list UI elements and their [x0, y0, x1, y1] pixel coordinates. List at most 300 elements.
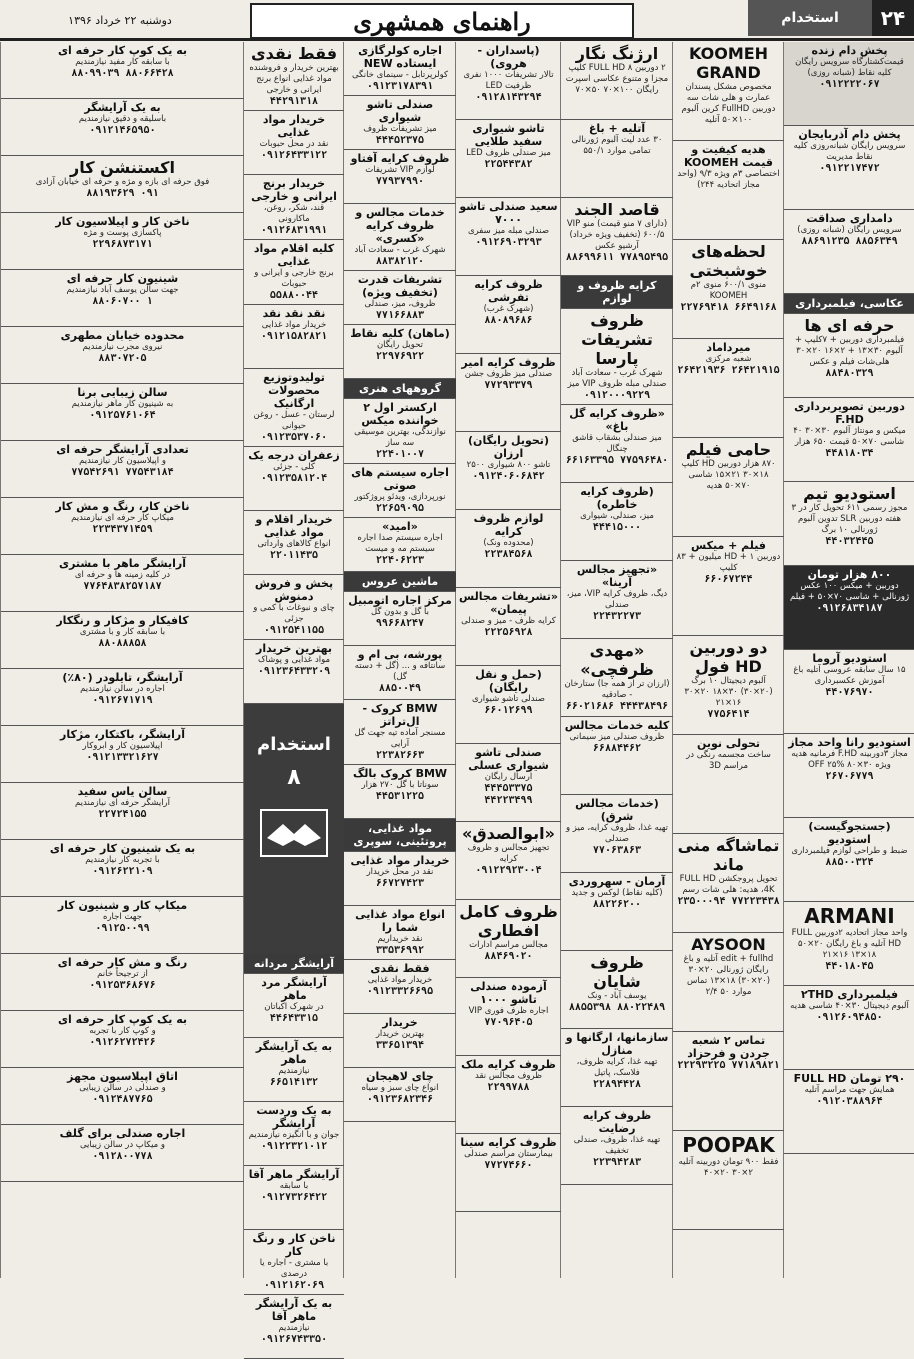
ad-title: (تحویل رایگان) ارزان: [468, 434, 549, 460]
ad-phone: ۲۲۴۰۱۰۰۷: [375, 449, 425, 460]
ad-body: واحد مجاز اتحادیه ۲دوربین FULL HD آتلیه و باغ رایگان ۲۰×۵۰ ۱۸×۱۳ ۱۶×۲۱: [791, 928, 908, 960]
ad-phone: ۴۴۰۷۶۹۷۰: [825, 687, 874, 698]
classified-ad: [561, 198, 673, 276]
classified-ad: [784, 1070, 914, 1154]
ad-phone: ۲۳۵۰۰۰۹۴ ۷۷۲۲۳۴۳۸: [677, 896, 780, 907]
ad-title: سازمانها، ارگانها و منازل: [565, 1031, 669, 1057]
ad-title: لوازم ظروف کرایه: [473, 512, 544, 538]
classified-ad: [1, 726, 244, 783]
ad-phone: ۴۴۸۱۸۰۳۴: [825, 448, 874, 459]
ad-title: «ابوالصدق»: [462, 824, 555, 843]
ad-title: استودیو تیم: [803, 484, 896, 503]
classified-ad: [344, 1068, 456, 1122]
ad-phone: ۰۹۱۲۲۲۲۰۶۷: [819, 79, 880, 90]
ad-title: صندلی تاشو شیواری عسلی: [468, 746, 549, 772]
classified-ad: [561, 483, 673, 561]
ad-title: آرایشگر مرد ماهر: [261, 976, 327, 1002]
ad-phone: ۸۸۰۸۹۶۸۶: [484, 315, 533, 326]
ad-title: استودیو آروما: [812, 652, 887, 665]
category-heading: آرایشگر مردانه: [244, 954, 344, 974]
classified-ad: [673, 933, 784, 1032]
ad-body: پاکسازی پوست و مژه: [83, 228, 162, 238]
ad-title: ناخن کار و اپیلاسیون کار: [55, 215, 190, 228]
ad-body: فیلمبرداری دوربین + ۷کلیپ + آلبوم ۳۰×۱۳ + ۲×۱۶ ۲۰×۳۰ هلی‌شات فیلم و عکس: [794, 335, 905, 367]
ad-title: محدوده خیابان مطهری: [60, 329, 185, 342]
classified-ad: [561, 951, 673, 1029]
ad-phone: ۶۶۱۶۳۳۹۵ ۷۷۵۹۶۴۸۰: [565, 455, 669, 466]
ad-phone: ۷۷۶۴۸۳۸۲۵۷۱۸۷: [83, 581, 162, 592]
classified-ad: [1, 99, 244, 156]
ad-title: «امید»: [382, 520, 418, 533]
ad-phone: ۲۶۷۰۶۷۷۹: [825, 771, 874, 782]
ad-body: در شهرک اکباتان: [264, 1002, 324, 1012]
ad-title: AYSOON: [691, 935, 766, 954]
ad-title: دو دوربین HD فول: [689, 638, 768, 676]
classified-ad: [456, 1134, 561, 1212]
ad-title: آرایشگر، تایلودر (۸۰٪): [62, 671, 183, 684]
classified-ad: [344, 592, 456, 646]
ad-title: ۸۰۰ هزار تومان: [807, 568, 892, 581]
ad-body: در کلیه زمینه ها و حرفه ای: [74, 570, 171, 580]
ad-body: نوازندگی، بهترین موسیقی سه ساز: [354, 427, 446, 448]
classified-ad: [244, 974, 344, 1038]
classified-ad: [673, 141, 784, 240]
ad-title: به یک کوپ کار حرفه ای: [57, 1013, 188, 1026]
ad-title: خریدار: [382, 1016, 418, 1029]
ad-phone: ۷۷۵۴۲۶۹۱ ۷۷۵۴۳۱۸۴: [71, 467, 174, 478]
classified-ad: [244, 175, 344, 240]
classified-ad: [1, 954, 244, 1011]
ad-body: منوی ۶۰۰/۱ منوی ۲م KOOMEH: [690, 280, 767, 301]
section-label: استخدام: [748, 0, 872, 36]
ad-phone: ۸۸۳۸۲۱۲۰: [375, 256, 425, 267]
classified-ad: [244, 640, 344, 704]
classified-ad: [673, 339, 784, 438]
ad-title: قاصد الجند: [574, 200, 660, 219]
ad-title: دوربین تصویربرداری F.HD: [794, 400, 905, 426]
ad-body: اجاره ظرف فوری VIP: [468, 1006, 549, 1016]
ad-phone: ۸۸۴۶۹۰۲۰: [484, 951, 533, 962]
ad-phone: ۰۹۱۲۶۷۱۷۱۹: [92, 695, 153, 706]
classified-ad: [456, 666, 561, 744]
ad-title: تشریفات قدرت (تخفیف ویژه): [357, 273, 443, 299]
ad-phone: ۰۹۱۲۶۹۰۳۲۹۳: [475, 237, 542, 248]
classified-ad: [456, 354, 561, 432]
ad-body: لوازم VIP تشریفات: [365, 165, 435, 175]
ad-title: خریدار مواد غذایی: [350, 854, 450, 867]
classified-ad: [344, 646, 456, 700]
ad-title: ظروف کرایه تفرشی: [474, 278, 543, 304]
ad-title: خریدار برنج ایرانی و خارجی: [251, 177, 337, 203]
ad-body: مجالس مراسم ادارات: [469, 940, 548, 950]
ad-title: کافیکار و مژکار و رنگکار: [56, 614, 189, 627]
ad-body: ضبط و طراحی لوازم فیلمبرداری: [791, 846, 908, 856]
ad-body: (ارزان تر از همه جا) ستارخان - صادقیه: [564, 679, 670, 700]
ad-phone: ۰۹۱۲۶۸۳۱۹۹۱: [260, 225, 328, 236]
classified-ad: [561, 1029, 673, 1107]
ad-title: به یک آرایشگر ماهر آقا: [255, 1297, 333, 1323]
ad-phone: ۷۷۰۶۳۸۶۳: [592, 845, 642, 856]
ad-title: فیلمبرداری ۲THD: [800, 988, 899, 1001]
ad-phone: ۶۶۷۲۷۴۲۳: [375, 878, 425, 889]
classified-ad: [784, 482, 914, 566]
ad-body: (دارای ۷ منو قیمت) منو VIP ۶۰۰/۵ (تخفیف ویژه خرداد) آرشیو عکس: [566, 219, 668, 251]
ad-body: تالار تشریفات ۱۰۰۰ نفری ظرفیت LED: [463, 70, 554, 91]
classified-ad: [344, 325, 456, 379]
ad-body: و کوپ کار با تجربه: [89, 1026, 156, 1036]
page-title: راهنمای همشهری: [250, 3, 634, 39]
ad-body: نیازمندیم: [278, 1066, 310, 1076]
ad-body: نقد خریداریم: [377, 934, 423, 944]
ad-body: صندلی مبله میز سفری: [467, 226, 550, 236]
ad-title: خریدار مواد غذایی: [262, 113, 326, 139]
ad-title: «مهدی ظرفچی»: [580, 641, 654, 679]
ad-phone: ۰۹۱۲۶۲۷۲۴۲۶: [89, 1037, 156, 1048]
ad-body: ساخت مجسمه رنگی در مراسم 3D: [686, 750, 771, 771]
classified-ad: [673, 438, 784, 537]
ad-body: خریدار مواد غذایی: [367, 975, 433, 985]
ad-phone: ۸۸۶۹۱۲۳۵ ۸۸۵۶۳۴۹: [801, 236, 898, 247]
ad-title: آرمان - سهروردی: [568, 875, 666, 888]
ad-body: شعبه مرکزی: [705, 354, 752, 364]
ad-title: (ماهان) کلیه نقاط: [350, 327, 450, 340]
ad-body: نقد در محل خریدار: [366, 867, 434, 877]
ad-body: نورپردازی، ویدئو پروژکتور: [354, 492, 446, 502]
ad-title: ارژنگ نگار: [575, 44, 659, 63]
ad-phone: ۲۲۲۵۶۹۲۸: [484, 627, 533, 638]
ad-body: فقط ۹۰۰ تومان دوربینه آتلیه ۲×۳۰ ۲۰×۴۰: [678, 1157, 779, 1178]
classified-ad: [1, 270, 244, 327]
ad-body: با مشتری - اجاره یا درصدی: [259, 1258, 329, 1279]
ad-body: بهترین خریدار و فروشنده مواد غذایی انواع برنج ایرانی و خارجی: [249, 63, 339, 95]
ad-body: اجاره در سالن نیازمندیم: [80, 684, 165, 694]
ad-title: اتاق اپیلاسیون مجهز: [67, 1070, 178, 1083]
ad-title: BMW کروک بالگ: [352, 767, 448, 780]
ad-body: با سابقه: [279, 1181, 309, 1191]
ad-phone: ۷۷۲۷۴۶۶۰: [484, 1160, 533, 1171]
classified-ad: [244, 240, 344, 305]
ad-title: فقط نقدی: [370, 962, 430, 975]
classified-ad: [244, 1166, 344, 1230]
ad-phone: ۴۴۶۴۳۳۱۵: [269, 1013, 319, 1024]
classified-ad: [244, 511, 344, 575]
classified-ad: [784, 902, 914, 986]
ad-title: ارکستر اول ۲ خواننده میکس: [361, 401, 439, 427]
classified-ad: [1, 213, 244, 270]
ad-phone: ۰۹۱۲۱۵۸۲۸۲۱: [260, 331, 328, 342]
issue-date: دوشنبه ۲۲ خرداد ۱۳۹۶: [68, 13, 172, 27]
classified-ad: [1, 1011, 244, 1068]
ad-title: POOPAK: [682, 1133, 775, 1157]
ad-phone: ۶۶۵۱۴۱۳۲: [269, 1077, 319, 1088]
ad-phone: ۰۹۱۲۲۹۲۳۰۰۴: [475, 865, 542, 876]
ad-body: کلی - جزئی: [273, 462, 315, 472]
ad-body: آلبوم دیجیتال ۱۰ برگ (۲۰×۳۰) ۳۰×۱۸ ۲۰×۳۰ ۱۶×۲۱: [684, 676, 773, 708]
classified-ad: [784, 398, 914, 482]
ad-body: تهیه غذا، کرایه ظروف، فلاسک، پاتیل: [576, 1057, 658, 1078]
classified-ad: [244, 1295, 344, 1359]
ad-phone: ۰۹۱۲۱۴۶۵۹۵۰: [89, 125, 156, 136]
ad-phone: ۰۹۱۲۸۱۴۳۲۹۴: [475, 92, 542, 103]
ad-phone: ۵۵۸۸۰۰۴۴: [269, 290, 319, 301]
ad-title: (پاسداران - هروی): [477, 44, 540, 70]
ad-phone: ۰۹۱۲۶۸۳۴۱۸۷: [816, 603, 883, 614]
banner-number: ۸: [287, 765, 301, 790]
ad-body: برنج خارجی و ایرانی و حبوبات: [254, 268, 334, 289]
classified-ad: [344, 700, 456, 765]
ad-body: تجهیز مجالس و ظروف کرایه: [467, 843, 550, 864]
category-heading: کرایه ظروف و لوازم: [561, 276, 673, 309]
ad-phone: ۰۹۱۲۴۸۷۷۶۵: [92, 1094, 153, 1105]
ad-title: ۲۹۰ تومان FULL HD: [793, 1072, 906, 1085]
ad-title: (حمل و نقل رایگان): [475, 668, 542, 694]
ad-title: پخش دام زنده: [811, 44, 888, 57]
classified-column: [343, 42, 456, 1278]
ad-body: تحویل رایگان: [376, 340, 424, 350]
ad-title: «ظروف کرایه گل باغ»: [569, 407, 665, 433]
ad-phone: ۲۲۳۴۳۷۱۴۵۹: [92, 524, 153, 535]
ad-phone: ۲۲۴۰۶۲۲۳: [375, 555, 425, 566]
classified-column: [672, 42, 784, 1278]
ad-phone: ۲۲۷۶۹۴۱۸ ۶۶۴۹۱۶۸: [680, 302, 777, 313]
ad-body: سوناتا با گل ۲۷۰ هزار: [361, 780, 439, 790]
ad-body: مجاز ۳دوربینه F.HD فرمانیه هدیه ویژه ۳۰×۸۰ OFF ۲۵%: [791, 749, 908, 770]
ad-phone: ۸۸۲۲۶۲۰۰: [592, 899, 642, 910]
ad-body: تهیه غذا، ظروف کرایه، میز و صندلی: [566, 823, 668, 844]
classified-ad: [561, 561, 673, 639]
classified-ad: [344, 765, 456, 819]
classified-ad: [673, 1032, 784, 1131]
ad-phone: ۰۹۱۲۲۳۲۱۰۱۲: [260, 1141, 328, 1152]
ad-title: ظروف تشریفات پارسا: [581, 311, 653, 368]
category-heading: عکاسی، فیلمبرداری: [784, 294, 914, 314]
ad-phone: ۰۹۱۲۵۰۰۹۹: [95, 923, 150, 934]
ad-title: آزمودہ صندلی تاشو ۱۰۰۰: [470, 980, 547, 1006]
classified-ad: [1, 156, 244, 213]
classified-ad: [561, 42, 673, 120]
classified-column: [783, 42, 914, 1278]
ad-phone: ۲۲۸۹۴۴۲۸: [592, 1079, 642, 1090]
classified-ad: [456, 978, 561, 1056]
ad-phone: ۴۴۰۳۲۴۴۵: [825, 536, 874, 547]
classified-ad: [1, 327, 244, 384]
classified-ad: [456, 900, 561, 978]
ad-body: نقد در محل حبوبات: [259, 139, 329, 149]
classified-ad: [244, 111, 344, 175]
classified-ad: [561, 639, 673, 717]
classified-ad: [1, 441, 244, 498]
classified-ad: [1, 783, 244, 840]
ad-phone: ۲۲۳۸۴۵۶۸: [484, 549, 533, 560]
ad-title: ظروف کرایه ملک: [461, 1058, 556, 1071]
ad-phone: ۰۹۱۲۱۶۲۰۶۹: [263, 1280, 325, 1291]
classified-ad: [1, 555, 244, 612]
ad-body: ظروف مجالس نقد: [475, 1071, 542, 1081]
ad-body: میز صندلی ظروف LED: [466, 148, 551, 158]
ad-phone: ۴۴۴۱۵۰۰۰: [592, 522, 642, 533]
ad-title: حرفه ای ها: [804, 316, 895, 335]
ad-phone: ۷۷۲۹۳۳۷۹: [484, 380, 533, 391]
ad-body: و صندلی در سالن زیبایی: [79, 1083, 166, 1093]
ad-body: صندلی تاشو شیواری: [472, 694, 545, 704]
ad-phone: ۰۹۱۲۳۵۳۷۰۶۰: [260, 432, 328, 443]
classified-ad: [561, 405, 673, 483]
classified-ad: [456, 120, 561, 198]
ad-phone: ۲۲۵۴۴۳۸۲: [484, 159, 533, 170]
ad-title: میرداماد: [706, 341, 751, 354]
ad-body: میز، صندلی، شیواری: [580, 511, 654, 521]
ad-body: بیمارستان مراسم صندلی: [464, 1149, 553, 1159]
ad-title: خریدار اقلام و مواد غذایی: [255, 513, 333, 539]
ad-body: اختصاصی ۳م ویژه ۹/۳ (واحد مجاز اتحادیه ۲۴۴): [677, 169, 780, 190]
classified-ad: [456, 822, 561, 900]
ad-phone: ۰۹۱۲۶۷۴۳۳۵۰: [260, 1334, 328, 1345]
classified-ad: [784, 126, 914, 210]
classified-column: [0, 42, 244, 1278]
classified-ad: [344, 150, 456, 204]
classified-ad: [344, 399, 456, 464]
ad-title: کلیه اقلام مواد غذایی: [253, 242, 335, 268]
ad-phone: ۷۷۵۶۴۱۴: [707, 709, 750, 720]
classified-ad: [673, 735, 784, 834]
ad-phone: ۲۲۳۸۲۶۶۳: [375, 750, 425, 761]
classified-ad: [561, 120, 673, 198]
classified-ad: [561, 1107, 673, 1185]
ad-phone: ۰۹۱۲۳۶۸۲۳۴۶: [366, 1094, 434, 1105]
handshake-icon: [259, 808, 329, 858]
ad-phone: ۲۲۹۷۶۹۲۲: [375, 351, 425, 362]
ad-phone: ۸۸۰۶۰۷۰۰ ۱: [92, 296, 153, 307]
ad-phone: ۴۴۴۵۳۳۷۵ ۴۴۲۲۳۴۹۹: [484, 783, 533, 806]
ad-phone: ۷۷۹۳۷۹۹۰: [375, 176, 425, 187]
classified-ad: [456, 510, 561, 588]
ad-body: باسلیقه و دقیق نیازمندیم: [78, 114, 167, 124]
banner-title: استخدام: [257, 734, 331, 755]
ad-body: همایش جهت مراسم آتلیه: [804, 1085, 895, 1095]
classified-ad: [1, 1125, 244, 1182]
ad-phone: ۴۴۵۳۱۲۲۵: [375, 791, 425, 802]
classified-ad: [344, 271, 456, 325]
classified-ad: [1, 669, 244, 726]
category-heading: گروههای هنری: [344, 379, 456, 399]
ad-body: (کلیه نقاط) لوکس و جدید: [571, 888, 663, 898]
ad-phone: ۴۴۴۵۲۳۷۵: [375, 135, 425, 146]
ad-title: ظروف کرایه سینا: [460, 1136, 557, 1149]
ad-phone: ۸۸۳۰۷۲۰۵: [98, 353, 147, 364]
ad-phone: ۶۶۰۲۱۶۸۶ ۴۴۴۳۸۴۹۶: [565, 701, 669, 712]
ad-body: کولرپرتابل - سینمای خانگی: [351, 70, 449, 80]
ad-body: تهیه غذا، ظروف، صندلی تخفیف: [573, 1135, 661, 1156]
ad-title: اجاره کولرگازی ایستاده NEW: [358, 44, 442, 70]
ad-title: به یک آرایشگر ماهر: [255, 1040, 333, 1066]
ad-body: ۸۷۰ هزار دوربین HD کلیپ ۱۸×۳۰ ۲۱×۱۵ شاسی ۷۰×۵۰ هدیه: [681, 459, 776, 491]
ad-body: با سابقه کار مفید نیازمندیم: [75, 57, 170, 67]
ad-body: چای و نبوغات با کمی و جزئی: [253, 603, 335, 624]
ad-body: مسنجر آماده تیه جهت گل آرایی: [354, 728, 446, 749]
classified-ad: [673, 834, 784, 933]
ad-body: نیازمندیم: [278, 1323, 310, 1333]
ad-body: انواع چای سبز و سیاه: [361, 1083, 439, 1093]
classified-ad: [456, 1056, 561, 1134]
classified-ad: [561, 717, 673, 795]
ad-title: فقط نقدی: [250, 44, 338, 63]
ad-title: تماس ۲ شعبه جردن و فرحزاد: [687, 1034, 770, 1060]
ad-body: ظروف، میز، صندلی: [364, 299, 436, 309]
classified-ad: [1, 612, 244, 669]
ad-title: زعفران درجه یک: [248, 449, 340, 462]
ad-body: و اپیلاسیون کار نیازمندیم: [79, 456, 166, 466]
classified-ad: [244, 1230, 344, 1295]
ad-title: به یک شینیون کار حرفه ای: [49, 842, 196, 855]
category-heading: مواد غذایی، پروتئینی، سوپری: [344, 819, 456, 852]
ad-body: قیمت‌کشتارگاه سرویس رایگان کلیه نقاط (شبانه روزی): [795, 57, 904, 78]
ad-phone: ۳۳۶۵۱۳۹۴: [375, 1040, 425, 1051]
ad-phone: ۸۸۵۰۰۴۹: [378, 683, 422, 694]
ad-body: دوربین HD + ۱ میلیون + ۸۳ کلیپ: [676, 552, 781, 573]
ad-body: جهت سالن یوسف آباد نیازمندیم: [66, 285, 179, 295]
classified-ad: [456, 744, 561, 822]
ad-body: مخصوص مشکل پسندان عمارت و هلی شات سه دوربین FullHD کرین آلبوم ۱۰۰×۵۰ آتلیه: [681, 82, 776, 125]
employment-section-banner: [244, 704, 344, 954]
ad-title: ظروف کرایه رضایت: [582, 1109, 652, 1135]
ad-body: سرویس رایگان شبانه‌روزی کلیه نقاط مدیریت: [793, 141, 906, 162]
ad-title: به یک وردست آرایشگر: [256, 1104, 332, 1130]
ad-phone: ۷۷۰۹۶۴۰۵: [484, 1017, 533, 1028]
ad-title: ناخن کار، رنگ و مش کار: [55, 500, 190, 513]
classified-ad: [244, 575, 344, 640]
ad-title: آرایشگر ماهر با مشتری: [58, 557, 186, 570]
ad-title: ظروف کرایه آفتاو: [350, 152, 450, 165]
ad-title: آرایشگر، باکتکار، مژکار: [60, 728, 185, 741]
ad-body: سانتافه و ... (گل + دسته گل): [354, 661, 446, 682]
ad-body: مجوز رسمی ۶۱۱ تحویل کار در ۳ هفته دوربین SLR تدوین آلبوم ژورنالی ۱۰ برگ: [791, 503, 908, 535]
page-number: ۲۴: [872, 0, 914, 36]
ad-phone: ۸۸۶۹۹۶۱۱ ۷۷۸۹۵۴۹۵: [565, 252, 669, 263]
ad-title: کلیه خدمات مجالس: [564, 719, 670, 732]
ad-body: مواد غذایی و پوشاک: [257, 655, 331, 665]
ad-phone: ۷۷۱۶۶۸۸۳: [375, 310, 425, 321]
ad-title: هدیه کیفیت و قیمت KOOMEH: [684, 143, 773, 169]
classified-ad: [244, 447, 344, 511]
ad-phone: ۰۹۱۲۸۰۰۷۷۸: [92, 1151, 153, 1162]
ad-phone: ۰۹۱۲۷۳۲۶۴۲۲: [260, 1192, 328, 1203]
classified-ad: [673, 1131, 784, 1230]
ad-phone: ۲۲۰۱۱۴۳۵: [269, 550, 319, 561]
ad-title: فیلم + میکس: [691, 539, 766, 552]
ad-phone: ۰۹۱۲۳۶۴۳۳۲۰۹: [257, 666, 331, 677]
ad-phone: ۰۹۱۲۵۴۱۱۵۵: [263, 625, 325, 636]
ad-title: (خدمات مجالس شرق): [575, 797, 659, 823]
ad-body: ۱۵ سال سابقه عروسی آتلیه باغ آموزش عکسبرداری: [793, 665, 906, 686]
classified-ad: [456, 432, 561, 510]
ad-title: شینیون کار حرفه ای: [66, 272, 179, 285]
ad-title: (جستجوگیست) استودیو: [808, 820, 891, 846]
ad-phone: ۰۹۱۲۴۰۶۰۶۸۴۲: [472, 471, 545, 482]
ad-title: KOOMEH GRAND: [688, 44, 769, 82]
classified-ad: [344, 42, 456, 96]
ad-phone: ۸۸۵۵۳۹۸ ۸۸۰۲۲۴۸۹: [568, 1002, 666, 1013]
classified-ad: [561, 873, 673, 951]
ad-body: انواع کالاهای وارداتی: [257, 539, 331, 549]
classified-ad: [1, 897, 244, 954]
classified-ad: [456, 198, 561, 276]
ad-body: یوسف آباد - ونک: [587, 991, 647, 1001]
ad-title: اجاره صندلی برای گلف: [59, 1127, 186, 1140]
ad-title: تحولی نوین: [696, 737, 761, 750]
classified-ad: [244, 42, 344, 111]
ad-body: (شهرک غرب): [483, 304, 534, 314]
ad-body: آرایشگر حرفه ای نیازمندیم: [74, 798, 171, 808]
